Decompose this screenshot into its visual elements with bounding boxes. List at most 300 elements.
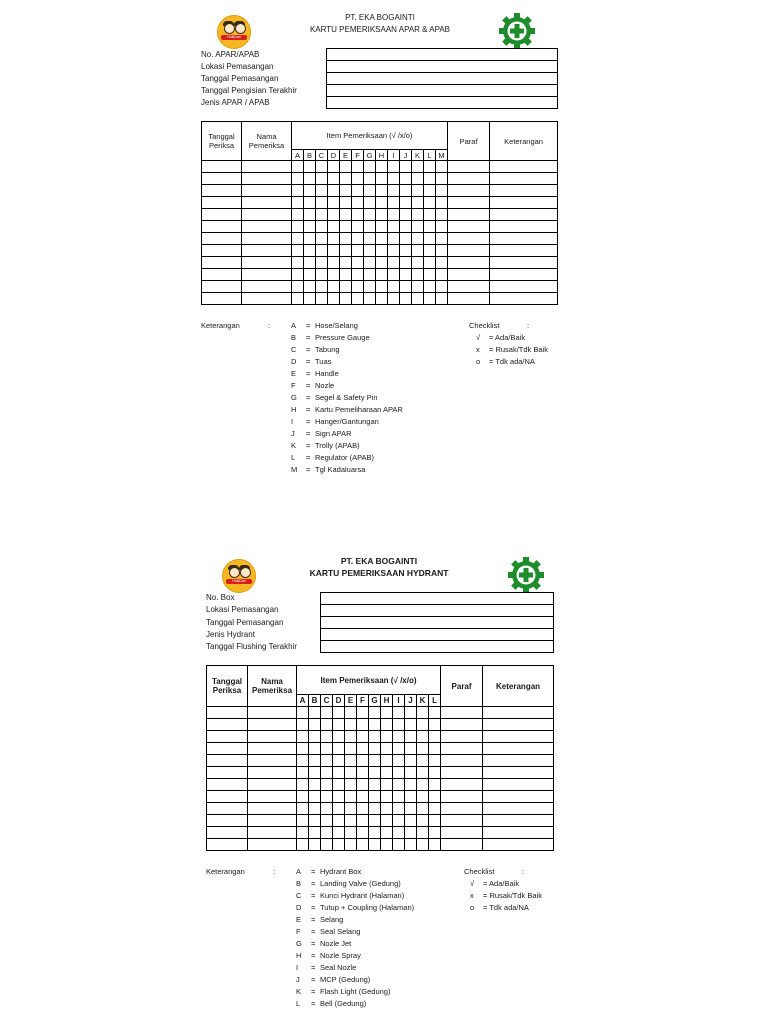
field-box[interactable] [321,617,553,629]
table-cell[interactable] [376,269,388,281]
table-cell[interactable] [429,839,441,851]
table-cell[interactable] [400,221,412,233]
table-cell[interactable] [207,827,248,839]
table-cell[interactable] [388,161,400,173]
table-cell[interactable] [448,293,490,305]
table-cell[interactable] [388,185,400,197]
table-cell[interactable] [405,803,417,815]
table-cell[interactable] [405,827,417,839]
table-cell[interactable] [202,269,242,281]
table-cell[interactable] [309,815,321,827]
table-cell[interactable] [328,269,340,281]
table-cell[interactable] [304,185,316,197]
field-box[interactable] [321,641,553,653]
table-cell[interactable] [388,281,400,293]
table-cell[interactable] [381,743,393,755]
table-cell[interactable] [309,707,321,719]
table-cell[interactable] [304,281,316,293]
table-cell[interactable] [292,197,304,209]
table-cell[interactable] [412,185,424,197]
table-cell[interactable] [292,161,304,173]
table-cell[interactable] [242,185,292,197]
table-cell[interactable] [297,755,309,767]
table-cell[interactable] [357,755,369,767]
table-cell[interactable] [388,233,400,245]
table-cell[interactable] [483,743,554,755]
table-cell[interactable] [369,839,381,851]
table-cell[interactable] [333,719,345,731]
table-cell[interactable] [412,245,424,257]
table-cell[interactable] [369,827,381,839]
table-cell[interactable] [321,719,333,731]
table-cell[interactable] [333,743,345,755]
table-cell[interactable] [352,281,364,293]
table-cell[interactable] [333,827,345,839]
table-cell[interactable] [309,827,321,839]
table-cell[interactable] [424,209,436,221]
table-cell[interactable] [297,803,309,815]
table-cell[interactable] [352,197,364,209]
table-cell[interactable] [328,245,340,257]
table-cell[interactable] [393,707,405,719]
table-cell[interactable] [316,245,328,257]
table-cell[interactable] [321,707,333,719]
table-cell[interactable] [333,803,345,815]
table-cell[interactable] [429,743,441,755]
table-cell[interactable] [248,719,297,731]
table-cell[interactable] [388,257,400,269]
table-cell[interactable] [376,293,388,305]
table-cell[interactable] [412,281,424,293]
table-cell[interactable] [448,269,490,281]
table-cell[interactable] [393,755,405,767]
table-cell[interactable] [328,185,340,197]
table-cell[interactable] [202,161,242,173]
table-cell[interactable] [345,815,357,827]
field-box[interactable] [327,61,557,73]
table-cell[interactable] [441,779,483,791]
table-cell[interactable] [352,245,364,257]
table-cell[interactable] [333,839,345,851]
table-cell[interactable] [352,185,364,197]
table-cell[interactable] [316,185,328,197]
table-cell[interactable] [412,269,424,281]
table-cell[interactable] [364,221,376,233]
table-cell[interactable] [340,161,352,173]
table-cell[interactable] [333,731,345,743]
table-cell[interactable] [292,293,304,305]
table-cell[interactable] [483,815,554,827]
table-cell[interactable] [364,185,376,197]
table-cell[interactable] [405,815,417,827]
table-cell[interactable] [207,815,248,827]
table-cell[interactable] [429,731,441,743]
table-cell[interactable] [369,707,381,719]
table-cell[interactable] [381,755,393,767]
table-cell[interactable] [483,731,554,743]
table-cell[interactable] [405,779,417,791]
table-cell[interactable] [357,731,369,743]
table-cell[interactable] [345,779,357,791]
table-cell[interactable] [328,209,340,221]
table-cell[interactable] [381,779,393,791]
table-cell[interactable] [424,233,436,245]
table-cell[interactable] [316,161,328,173]
table-cell[interactable] [436,197,448,209]
table-cell[interactable] [297,827,309,839]
table-cell[interactable] [441,719,483,731]
table-cell[interactable] [309,839,321,851]
table-cell[interactable] [412,197,424,209]
table-cell[interactable] [405,707,417,719]
table-cell[interactable] [417,743,429,755]
table-cell[interactable] [248,803,297,815]
table-cell[interactable] [388,173,400,185]
table-cell[interactable] [207,719,248,731]
table-cell[interactable] [357,839,369,851]
table-cell[interactable] [405,743,417,755]
table-cell[interactable] [376,257,388,269]
table-cell[interactable] [316,257,328,269]
table-cell[interactable] [400,209,412,221]
table-cell[interactable] [352,257,364,269]
table-cell[interactable] [381,707,393,719]
table-cell[interactable] [345,803,357,815]
table-cell[interactable] [328,197,340,209]
table-cell[interactable] [376,185,388,197]
table-cell[interactable] [400,185,412,197]
table-cell[interactable] [490,161,558,173]
table-cell[interactable] [393,791,405,803]
table-cell[interactable] [436,161,448,173]
table-cell[interactable] [448,221,490,233]
table-cell[interactable] [417,707,429,719]
table-cell[interactable] [381,767,393,779]
table-cell[interactable] [364,173,376,185]
table-cell[interactable] [242,161,292,173]
field-box[interactable] [327,49,557,61]
table-cell[interactable] [376,173,388,185]
table-cell[interactable] [357,827,369,839]
table-cell[interactable] [405,791,417,803]
table-cell[interactable] [393,815,405,827]
table-cell[interactable] [304,221,316,233]
table-cell[interactable] [345,707,357,719]
table-cell[interactable] [345,767,357,779]
table-cell[interactable] [388,209,400,221]
table-cell[interactable] [248,791,297,803]
table-cell[interactable] [448,209,490,221]
table-cell[interactable] [328,221,340,233]
table-cell[interactable] [248,839,297,851]
table-cell[interactable] [429,791,441,803]
table-cell[interactable] [248,755,297,767]
table-cell[interactable] [292,269,304,281]
table-cell[interactable] [309,779,321,791]
table-cell[interactable] [202,257,242,269]
table-cell[interactable] [424,293,436,305]
table-cell[interactable] [369,755,381,767]
table-cell[interactable] [381,827,393,839]
table-cell[interactable] [405,719,417,731]
table-cell[interactable] [369,791,381,803]
table-cell[interactable] [321,839,333,851]
table-cell[interactable] [417,731,429,743]
table-cell[interactable] [207,791,248,803]
table-cell[interactable] [345,839,357,851]
table-cell[interactable] [417,827,429,839]
table-cell[interactable] [424,257,436,269]
table-cell[interactable] [376,281,388,293]
table-cell[interactable] [345,755,357,767]
table-cell[interactable] [207,743,248,755]
field-box[interactable] [321,593,553,605]
table-cell[interactable] [340,173,352,185]
table-cell[interactable] [417,815,429,827]
table-cell[interactable] [441,767,483,779]
table-cell[interactable] [207,767,248,779]
table-cell[interactable] [441,707,483,719]
table-cell[interactable] [400,245,412,257]
table-cell[interactable] [242,245,292,257]
table-cell[interactable] [328,233,340,245]
table-cell[interactable] [333,779,345,791]
table-cell[interactable] [292,209,304,221]
table-cell[interactable] [340,257,352,269]
table-cell[interactable] [242,257,292,269]
table-cell[interactable] [321,779,333,791]
table-cell[interactable] [352,221,364,233]
table-cell[interactable] [376,221,388,233]
table-cell[interactable] [248,815,297,827]
table-cell[interactable] [357,707,369,719]
table-cell[interactable] [333,791,345,803]
table-cell[interactable] [242,197,292,209]
table-cell[interactable] [202,281,242,293]
table-cell[interactable] [242,233,292,245]
table-cell[interactable] [297,767,309,779]
table-cell[interactable] [321,767,333,779]
table-cell[interactable] [292,245,304,257]
table-cell[interactable] [483,803,554,815]
table-cell[interactable] [388,293,400,305]
table-cell[interactable] [357,803,369,815]
table-cell[interactable] [316,269,328,281]
table-cell[interactable] [448,233,490,245]
table-cell[interactable] [316,173,328,185]
table-cell[interactable] [304,209,316,221]
table-cell[interactable] [448,161,490,173]
table-cell[interactable] [207,755,248,767]
table-cell[interactable] [202,209,242,221]
table-cell[interactable] [202,245,242,257]
table-cell[interactable] [436,233,448,245]
table-cell[interactable] [248,707,297,719]
table-cell[interactable] [417,791,429,803]
table-cell[interactable] [429,827,441,839]
table-cell[interactable] [393,779,405,791]
table-cell[interactable] [297,791,309,803]
table-cell[interactable] [364,293,376,305]
table-cell[interactable] [429,755,441,767]
table-cell[interactable] [333,767,345,779]
table-cell[interactable] [340,197,352,209]
table-cell[interactable] [304,245,316,257]
table-cell[interactable] [352,161,364,173]
table-cell[interactable] [316,281,328,293]
field-box[interactable] [327,97,557,109]
table-cell[interactable] [436,185,448,197]
table-cell[interactable] [364,269,376,281]
table-cell[interactable] [412,221,424,233]
table-cell[interactable] [400,197,412,209]
table-cell[interactable] [364,209,376,221]
table-cell[interactable] [333,755,345,767]
table-cell[interactable] [309,767,321,779]
table-cell[interactable] [376,209,388,221]
table-cell[interactable] [381,719,393,731]
table-cell[interactable] [483,779,554,791]
table-cell[interactable] [369,731,381,743]
table-cell[interactable] [316,221,328,233]
table-cell[interactable] [483,707,554,719]
table-cell[interactable] [364,245,376,257]
table-cell[interactable] [381,815,393,827]
table-cell[interactable] [292,221,304,233]
table-cell[interactable] [448,173,490,185]
table-cell[interactable] [328,173,340,185]
table-cell[interactable] [483,767,554,779]
table-cell[interactable] [248,779,297,791]
table-cell[interactable] [328,257,340,269]
table-cell[interactable] [393,731,405,743]
table-cell[interactable] [202,173,242,185]
field-box[interactable] [327,85,557,97]
table-cell[interactable] [292,185,304,197]
table-cell[interactable] [304,161,316,173]
table-cell[interactable] [400,269,412,281]
table-cell[interactable] [207,779,248,791]
table-cell[interactable] [490,245,558,257]
table-cell[interactable] [369,803,381,815]
table-cell[interactable] [424,173,436,185]
table-cell[interactable] [393,839,405,851]
table-cell[interactable] [441,803,483,815]
table-cell[interactable] [412,161,424,173]
table-cell[interactable] [429,767,441,779]
table-cell[interactable] [381,731,393,743]
table-cell[interactable] [376,233,388,245]
table-cell[interactable] [297,815,309,827]
table-cell[interactable] [381,791,393,803]
table-cell[interactable] [412,233,424,245]
table-cell[interactable] [304,233,316,245]
table-cell[interactable] [352,293,364,305]
table-cell[interactable] [345,719,357,731]
table-cell[interactable] [400,293,412,305]
table-cell[interactable] [417,803,429,815]
table-cell[interactable] [357,815,369,827]
table-cell[interactable] [490,293,558,305]
table-cell[interactable] [400,173,412,185]
table-cell[interactable] [412,257,424,269]
table-cell[interactable] [369,815,381,827]
table-cell[interactable] [400,281,412,293]
table-cell[interactable] [357,719,369,731]
table-cell[interactable] [321,755,333,767]
table-cell[interactable] [393,827,405,839]
table-cell[interactable] [202,293,242,305]
table-cell[interactable] [436,173,448,185]
table-cell[interactable] [405,767,417,779]
table-cell[interactable] [376,245,388,257]
table-cell[interactable] [424,221,436,233]
table-cell[interactable] [448,281,490,293]
table-cell[interactable] [340,269,352,281]
table-cell[interactable] [248,767,297,779]
table-cell[interactable] [304,257,316,269]
table-cell[interactable] [369,743,381,755]
table-cell[interactable] [448,197,490,209]
table-cell[interactable] [352,173,364,185]
table-cell[interactable] [381,803,393,815]
table-cell[interactable] [429,707,441,719]
table-cell[interactable] [417,755,429,767]
table-cell[interactable] [202,221,242,233]
table-cell[interactable] [393,743,405,755]
table-cell[interactable] [297,779,309,791]
field-box[interactable] [321,605,553,617]
table-cell[interactable] [248,827,297,839]
table-cell[interactable] [321,791,333,803]
table-cell[interactable] [448,257,490,269]
table-cell[interactable] [388,197,400,209]
table-cell[interactable] [417,839,429,851]
table-cell[interactable] [304,197,316,209]
table-cell[interactable] [345,791,357,803]
table-cell[interactable] [412,173,424,185]
table-cell[interactable] [202,197,242,209]
table-cell[interactable] [369,767,381,779]
table-cell[interactable] [400,233,412,245]
table-cell[interactable] [436,293,448,305]
table-cell[interactable] [242,221,292,233]
table-cell[interactable] [448,185,490,197]
table-cell[interactable] [357,767,369,779]
table-cell[interactable] [304,173,316,185]
table-cell[interactable] [340,221,352,233]
table-cell[interactable] [429,815,441,827]
table-cell[interactable] [490,173,558,185]
table-cell[interactable] [405,731,417,743]
table-cell[interactable] [292,257,304,269]
table-cell[interactable] [297,719,309,731]
table-cell[interactable] [393,719,405,731]
table-cell[interactable] [345,827,357,839]
table-cell[interactable] [321,731,333,743]
table-cell[interactable] [441,755,483,767]
table-cell[interactable] [202,185,242,197]
table-cell[interactable] [483,719,554,731]
field-box[interactable] [321,629,553,641]
table-cell[interactable] [333,707,345,719]
table-cell[interactable] [490,209,558,221]
table-cell[interactable] [436,257,448,269]
table-cell[interactable] [381,839,393,851]
table-cell[interactable] [297,707,309,719]
table-cell[interactable] [357,791,369,803]
table-cell[interactable] [340,233,352,245]
